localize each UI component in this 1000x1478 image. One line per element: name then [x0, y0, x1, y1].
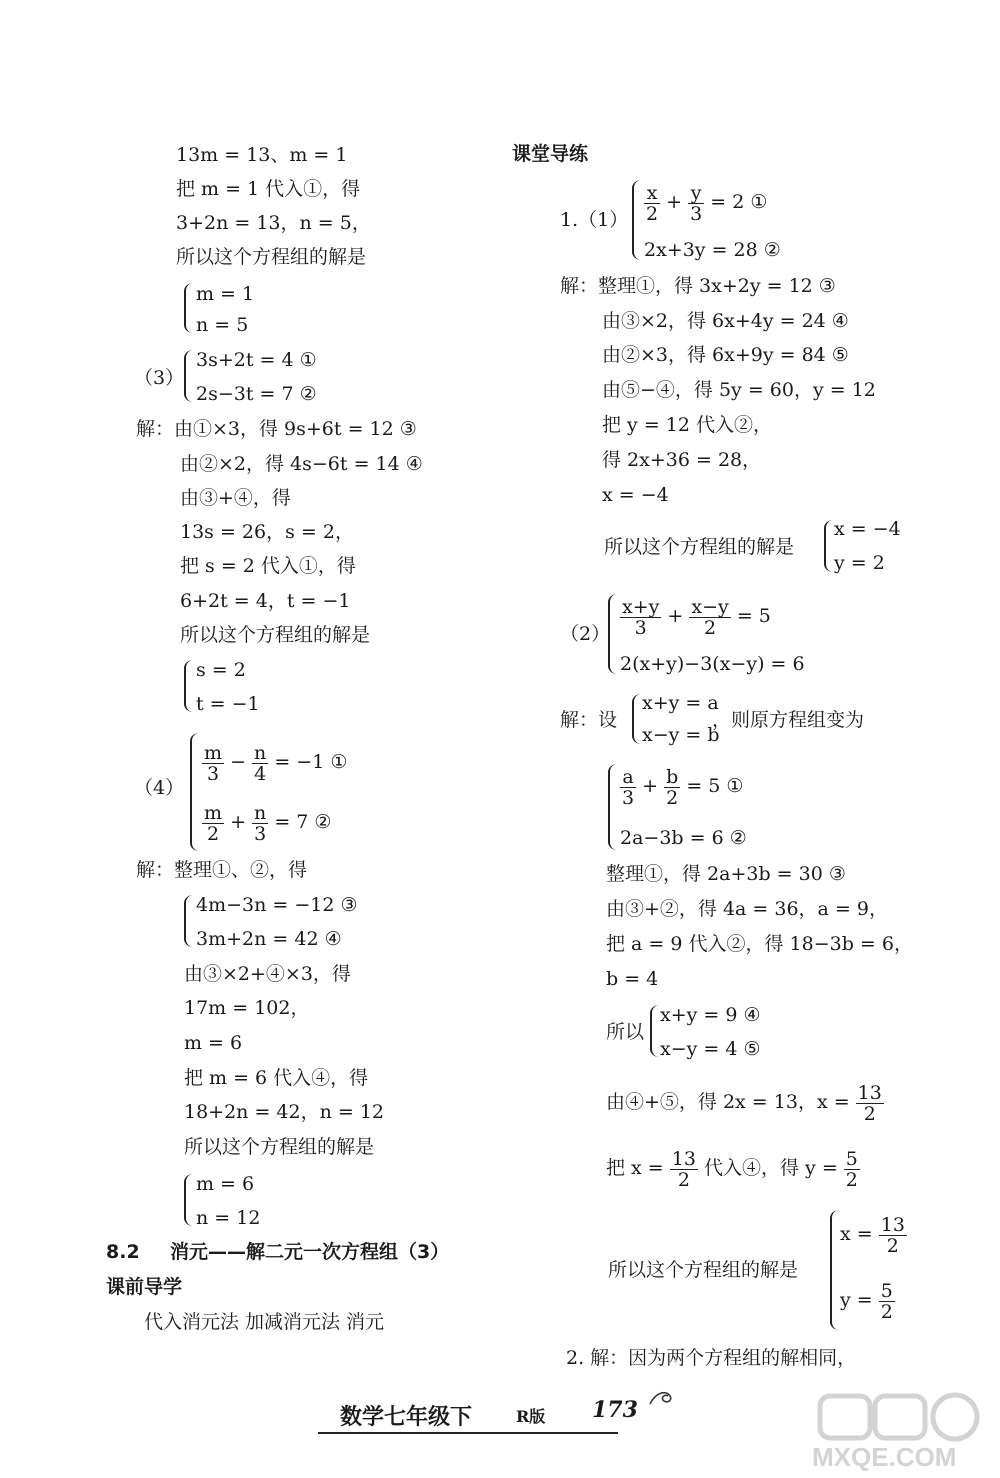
fraction: $\frac{13}{2}$	[857, 1081, 882, 1125]
solution-line: n = 12	[196, 1207, 261, 1229]
equation: $\frac{x}{2}$ + $\frac{y}{3}$ = 2 ①	[646, 181, 768, 225]
equation: 2a−3b = 6 ②	[620, 827, 747, 849]
brace	[184, 660, 194, 712]
text-line: 所以这个方程组的解是	[608, 1259, 799, 1281]
solution-line: x = $\frac{13}{2}$	[840, 1213, 905, 1257]
text-line: x = −4	[602, 484, 669, 506]
equation: $\frac{m}{2}$ + $\frac{n}{3}$ = 7 ②	[204, 801, 332, 845]
solution-line: s = 2	[196, 659, 246, 681]
fraction: $\frac{b}{2}$	[666, 765, 679, 809]
text-line: 6+2t = 4，t = −1	[180, 590, 351, 612]
subsection-heading: 课堂导练	[512, 143, 589, 165]
text-line: 解：设	[560, 709, 618, 731]
brace	[184, 350, 194, 402]
section-number: 8.2	[106, 1241, 140, 1263]
text-line: 由②×3，得 6x+9y = 84 ⑤	[602, 344, 849, 366]
fraction: $\frac{m}{3}$	[204, 741, 223, 785]
text-line: 整理①，得 2a+3b = 30 ③	[606, 863, 846, 885]
text-line: 由②×2，得 4s−6t = 14 ④	[180, 453, 423, 475]
watermark-logo	[800, 1392, 990, 1472]
fraction: $\frac{5}{2}$	[845, 1147, 858, 1191]
equation: x−y = b	[642, 724, 720, 746]
text-line: 解：整理①，得 3x+2y = 12 ③	[560, 275, 836, 297]
equation: x−y = 4 ⑤	[660, 1038, 761, 1060]
fraction: $\frac{13}{2}$	[880, 1213, 905, 1257]
brace	[650, 1005, 660, 1057]
svg-text:MXQE.COM: MXQE.COM	[812, 1442, 957, 1472]
text-line: 所以这个方程组的解是	[180, 624, 371, 646]
fraction: $\frac{x-y}{2}$	[691, 595, 729, 639]
equation: $\frac{m}{3}$ − $\frac{n}{4}$ = −1 ①	[204, 741, 348, 785]
equation: 2s−3t = 7 ②	[196, 383, 317, 405]
equation: 把 x = $\frac{13}{2}$ 代入④，得 y = $\frac{5}{2}$	[606, 1147, 858, 1191]
text-line: 由③+②，得 4a = 36，a = 9，	[606, 898, 888, 920]
equation: $\frac{a}{3}$ + $\frac{b}{2}$ = 5 ①	[622, 765, 744, 809]
equation: x+y = a	[642, 692, 719, 714]
fraction: $\frac{y}{3}$	[690, 181, 703, 225]
brace	[184, 895, 194, 947]
problem-label: 1.（1）	[560, 209, 629, 231]
text-line: 13s = 26，s = 2，	[180, 521, 354, 543]
text-line: 由⑤−④，得 5y = 60，y = 12	[602, 379, 876, 401]
text-line: 3+2n = 13，n = 5，	[176, 212, 371, 234]
section-title: 消元——解二元一次方程组（3）	[170, 1241, 450, 1263]
footer-rule	[318, 1432, 618, 1434]
page-number: 173	[592, 1397, 638, 1423]
text-line: 解：整理①、②，得	[136, 859, 308, 881]
problem-label: （4）	[134, 777, 185, 799]
brace	[608, 594, 618, 674]
text-line: 所以这个方程组的解是	[604, 536, 795, 558]
brace	[830, 1210, 840, 1330]
brace	[184, 1174, 194, 1226]
fraction: $\frac{x}{2}$	[646, 181, 659, 225]
fraction: $\frac{5}{2}$	[880, 1279, 893, 1323]
fraction: $\frac{x+y}{3}$	[622, 595, 660, 639]
text-line: 由③×2+④×3，得	[184, 963, 351, 985]
fraction: $\frac{a}{3}$	[622, 765, 635, 809]
text-line: b = 4	[606, 968, 659, 990]
edition-label: R版	[516, 1407, 546, 1426]
solution-line: n = 5	[196, 314, 249, 336]
equation: 4m−3n = −12 ③	[196, 894, 358, 916]
problem-label: （3）	[134, 367, 185, 389]
text-line: 由③×2，得 6x+4y = 24 ④	[602, 310, 849, 332]
swirl-ornament-icon	[648, 1388, 678, 1410]
text-line: m = 6	[184, 1032, 243, 1054]
equation: 由④+⑤，得 2x = 13，x = $\frac{13}{2}$	[606, 1081, 882, 1125]
watermark-graphic	[800, 1392, 990, 1472]
text-line: 由③+④，得	[180, 487, 291, 509]
fraction: $\frac{n}{3}$	[254, 801, 267, 845]
subsection-heading: 课前导学	[106, 1276, 183, 1298]
fraction: $\frac{m}{2}$	[204, 801, 223, 845]
fraction: $\frac{n}{4}$	[254, 741, 267, 785]
text-line: ，则原方程组变为	[712, 709, 865, 731]
text-line: 把 m = 1 代入①，得	[176, 178, 361, 200]
text-line: 把 y = 12 代入②，	[602, 414, 772, 436]
text-line: 2. 解：因为两个方程组的解相同，	[566, 1347, 857, 1369]
brace	[184, 283, 194, 333]
text-line: 把 s = 2 代入①，得	[180, 555, 356, 577]
problem-label: （2）	[560, 623, 611, 645]
text-line: 所以这个方程组的解是	[184, 1136, 375, 1158]
equation: 2x+3y = 28 ②	[644, 239, 781, 261]
text-line: 解：由①×3，得 9s+6t = 12 ③	[136, 418, 417, 440]
text-line: 18+2n = 42，n = 12	[184, 1101, 385, 1123]
text-line: 把 a = 9 代入②，得 18−3b = 6，	[606, 933, 913, 955]
brace	[608, 764, 618, 850]
text-line: 所以这个方程组的解是	[176, 246, 367, 268]
solution-line: x = −4	[834, 518, 901, 540]
solution-line: m = 6	[196, 1173, 255, 1195]
text-line: 17m = 102，	[184, 997, 310, 1019]
brace	[632, 180, 642, 260]
equation: 3s+2t = 4 ①	[196, 349, 317, 371]
equation: 3m+2n = 42 ④	[196, 928, 342, 950]
equation: x+y = 9 ④	[660, 1004, 761, 1026]
brace	[632, 694, 642, 744]
equation: 2(x+y)−3(x−y) = 6	[620, 653, 805, 675]
solution-line: y = 2	[834, 552, 885, 574]
text-line: 把 m = 6 代入④，得	[184, 1067, 369, 1089]
solution-line: m = 1	[196, 283, 255, 305]
equation: $\frac{x+y}{3}$ + $\frac{x-y}{2}$ = 5	[622, 595, 771, 639]
fraction: $\frac{13}{2}$	[671, 1147, 696, 1191]
text-line: 13m = 13、m = 1	[176, 144, 348, 166]
solution-line: y = $\frac{5}{2}$	[840, 1279, 893, 1323]
text-line: 所以	[606, 1021, 645, 1043]
brace	[824, 520, 834, 572]
solution-line: t = −1	[196, 693, 260, 715]
text-line: 代入消元法 加减消元法 消元	[144, 1311, 385, 1333]
book-title: 数学七年级下	[340, 1404, 473, 1430]
text-line: 得 2x+36 = 28，	[602, 449, 762, 471]
brace	[190, 733, 200, 851]
